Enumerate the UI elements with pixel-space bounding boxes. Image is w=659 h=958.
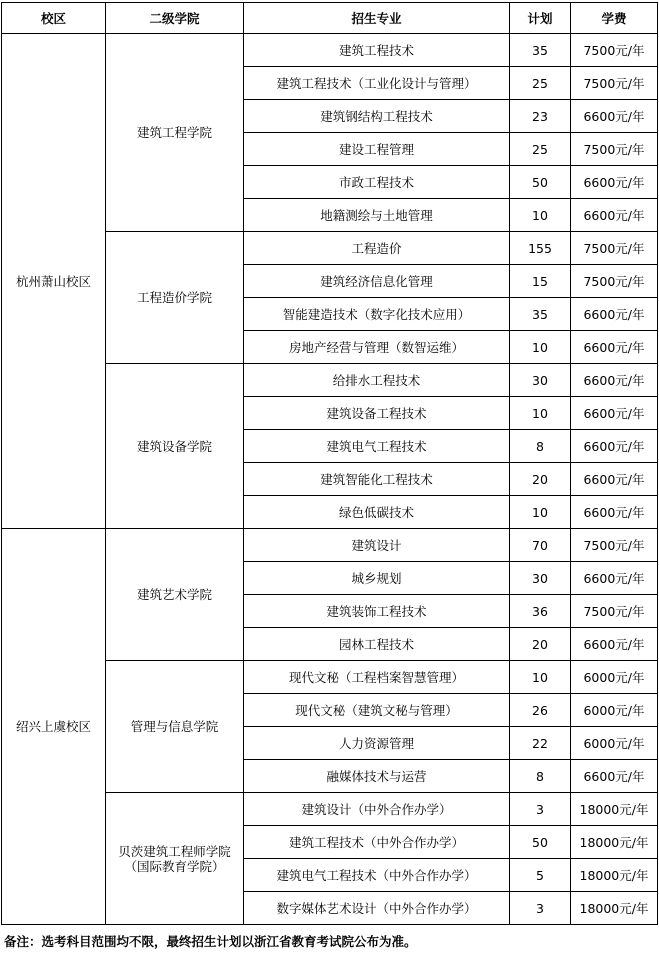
- plan-cell: 25: [510, 67, 571, 100]
- plan-cell: 35: [510, 34, 571, 67]
- major-cell: 给排水工程技术: [244, 364, 510, 397]
- major-cell: 建筑电气工程技术: [244, 430, 510, 463]
- fee-cell: 7500元/年: [571, 67, 658, 100]
- major-cell: 建筑工程技术（工业化设计与管理）: [244, 67, 510, 100]
- college-cell: [106, 34, 244, 232]
- plan-cell: 10: [510, 331, 571, 364]
- college-cell: [106, 529, 244, 661]
- major-cell: 房地产经营与管理（数智运维）: [244, 331, 510, 364]
- fee-cell: 6600元/年: [571, 331, 658, 364]
- fee-cell: 6600元/年: [571, 430, 658, 463]
- fee-cell: 6600元/年: [571, 628, 658, 661]
- plan-cell: 70: [510, 529, 571, 562]
- major-cell: 园林工程技术: [244, 628, 510, 661]
- college-name: 建筑艺术学院: [136, 587, 212, 602]
- college-name: 建筑工程学院: [136, 125, 212, 140]
- fee-cell: 6600元/年: [571, 463, 658, 496]
- major-cell: 建筑钢结构工程技术: [244, 100, 510, 133]
- plan-cell: 36: [510, 595, 571, 628]
- plan-cell: 25: [510, 133, 571, 166]
- major-cell: 建筑经济信息化管理: [244, 265, 510, 298]
- major-cell: 建筑工程技术: [244, 34, 510, 67]
- fee-cell: 6600元/年: [571, 100, 658, 133]
- plan-cell: 10: [510, 496, 571, 529]
- fee-cell: 7500元/年: [571, 232, 658, 265]
- fee-cell: 6000元/年: [571, 661, 658, 694]
- fee-cell: 18000元/年: [571, 793, 658, 826]
- plan-cell: 50: [510, 826, 571, 859]
- plan-cell: 10: [510, 397, 571, 430]
- fee-cell: 6600元/年: [571, 397, 658, 430]
- major-cell: 建筑智能化工程技术: [244, 463, 510, 496]
- fee-cell: 7500元/年: [571, 529, 658, 562]
- college-cell: [106, 364, 244, 529]
- fee-cell: 6600元/年: [571, 562, 658, 595]
- major-cell: 现代文秘（工程档案智慧管理）: [244, 661, 510, 694]
- plan-cell: 8: [510, 430, 571, 463]
- major-cell: 建筑电气工程技术（中外合作办学）: [244, 859, 510, 892]
- college-cell: [106, 793, 244, 925]
- fee-cell: 18000元/年: [571, 859, 658, 892]
- table-row: [2, 34, 658, 67]
- major-cell: 融媒体技术与运营: [244, 760, 510, 793]
- fee-cell: 6000元/年: [571, 694, 658, 727]
- college-cell: [106, 232, 244, 364]
- plan-cell: 20: [510, 628, 571, 661]
- footnote: 备注：选考科目范围均不限，最终招生计划以浙江省教育考试院公布为准。: [4, 934, 417, 949]
- major-cell: 建筑设计（中外合作办学）: [244, 793, 510, 826]
- major-cell: 现代文秘（建筑文秘与管理）: [244, 694, 510, 727]
- major-cell: 建设工程管理: [244, 133, 510, 166]
- fee-cell: 7500元/年: [571, 595, 658, 628]
- major-cell: 数字媒体艺术设计（中外合作办学）: [244, 892, 510, 925]
- fee-cell: 6600元/年: [571, 496, 658, 529]
- plan-cell: 3: [510, 892, 571, 925]
- header-campus: 校区: [2, 3, 106, 34]
- header-college: 二级学院: [106, 3, 244, 34]
- table-body: [2, 34, 658, 925]
- plan-cell: 26: [510, 694, 571, 727]
- fee-cell: 7500元/年: [571, 34, 658, 67]
- header-fee: 学费: [571, 3, 658, 34]
- fee-cell: 7500元/年: [571, 133, 658, 166]
- college-name: 贝茨建筑工程师学院: [118, 843, 231, 859]
- plan-cell: 3: [510, 793, 571, 826]
- header-plan: 计划: [510, 3, 571, 34]
- fee-cell: 18000元/年: [571, 892, 658, 925]
- fee-cell: 18000元/年: [571, 826, 658, 859]
- major-cell: 工程造价: [244, 232, 510, 265]
- major-cell: 建筑装饰工程技术: [244, 595, 510, 628]
- fee-cell: 6600元/年: [571, 364, 658, 397]
- plan-cell: 155: [510, 232, 571, 265]
- plan-cell: 15: [510, 265, 571, 298]
- fee-cell: 7500元/年: [571, 265, 658, 298]
- college-cell: [106, 661, 244, 793]
- major-cell: 建筑工程技术（中外合作办学）: [244, 826, 510, 859]
- fee-cell: 6000元/年: [571, 727, 658, 760]
- plan-cell: 10: [510, 661, 571, 694]
- major-cell: 建筑设计: [244, 529, 510, 562]
- campus-cell: 杭州萧山校区: [2, 34, 106, 529]
- major-cell: 人力资源管理: [244, 727, 510, 760]
- plan-cell: 30: [510, 562, 571, 595]
- plan-cell: 20: [510, 463, 571, 496]
- plan-cell: 22: [510, 727, 571, 760]
- plan-cell: 23: [510, 100, 571, 133]
- fee-cell: 6600元/年: [571, 760, 658, 793]
- major-cell: 智能建造技术（数字化技术应用）: [244, 298, 510, 331]
- header-row: [2, 3, 658, 34]
- plan-cell: 10: [510, 199, 571, 232]
- plan-cell: 50: [510, 166, 571, 199]
- table-row: [2, 529, 658, 562]
- major-cell: 绿色低碳技术: [244, 496, 510, 529]
- plan-cell: 35: [510, 298, 571, 331]
- fee-cell: 6600元/年: [571, 199, 658, 232]
- college-name: 管理与信息学院: [130, 719, 219, 734]
- plan-cell: 5: [510, 859, 571, 892]
- fee-cell: 6600元/年: [571, 298, 658, 331]
- fee-cell: 6600元/年: [571, 166, 658, 199]
- major-cell: 市政工程技术: [244, 166, 510, 199]
- plan-cell: 8: [510, 760, 571, 793]
- college-name: 工程造价学院: [136, 290, 212, 305]
- plan-cell: 30: [510, 364, 571, 397]
- header-major: 招生专业: [244, 3, 510, 34]
- campus-cell: 绍兴上虞校区: [2, 529, 106, 925]
- major-cell: 建筑设备工程技术: [244, 397, 510, 430]
- enrollment-plan-table: [1, 2, 658, 925]
- college-name: 建筑设备学院: [136, 438, 212, 454]
- major-cell: 地籍测绘与土地管理: [244, 199, 510, 232]
- major-cell: 城乡规划: [244, 562, 510, 595]
- college-name-sub: （国际教育学院）: [124, 858, 225, 874]
